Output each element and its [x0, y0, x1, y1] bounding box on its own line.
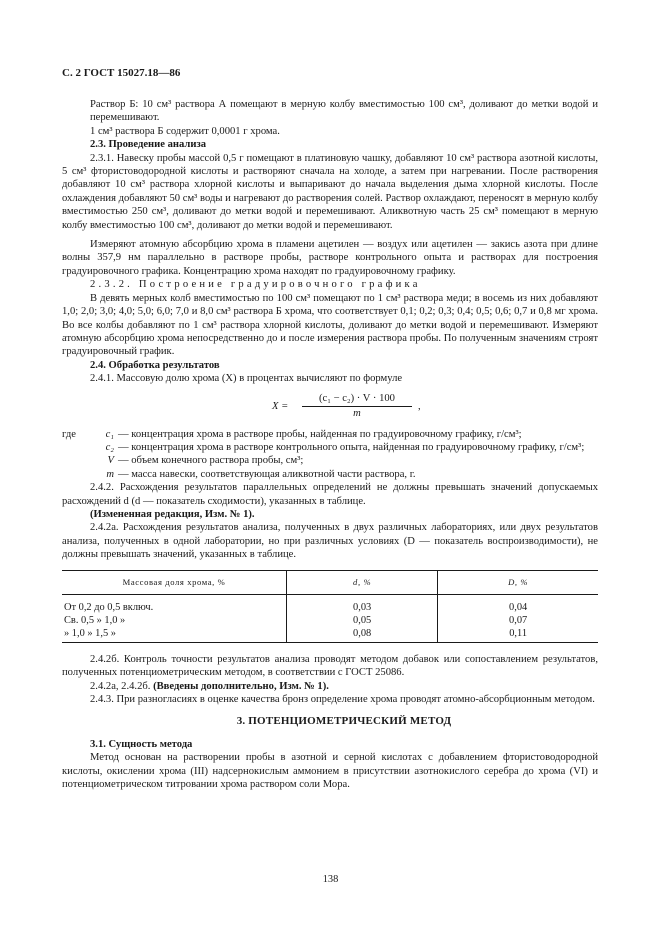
table-cell: 0,08	[287, 627, 438, 643]
paragraph: Измеряют атомную абсорбцию хрома в пламени ацетилен — воздух или ацетилен — закись азота при длине волны 357,9 нм параллельно в растворе пробы, растворе контрольного опыта и растворах для построения градуировочного графика. Концентрацию хрома находят по градуировочному графику.	[62, 239, 598, 277]
column-header: Массовая доля хрома, %	[62, 570, 287, 594]
formula-denominator: m	[353, 407, 361, 419]
definition-row	[62, 428, 598, 441]
table-cell: 0,11	[438, 627, 598, 643]
table-cell: 0,05	[287, 614, 438, 627]
definition-prefix	[62, 441, 86, 454]
variable-definitions	[62, 428, 598, 482]
definition-row	[62, 441, 598, 454]
paragraph: 2.4.2а. Расхождения результатов анализа, полученных в двух различных лабораториях, или двух результатов анализа, полученных в одной лаборатории, но при различных условиях (D — показатель воспроизводимости), не должны превышать значений, указанных в таблице.	[62, 522, 598, 561]
page-header: С. 2 ГОСТ 15027.18—86	[62, 67, 181, 79]
table-cell: 0,03	[287, 595, 438, 615]
table-cell: Св. 0,5 » 1,0 »	[64, 615, 126, 626]
amendment-note	[90, 680, 598, 693]
definition-prefix	[62, 468, 86, 481]
definition-prefix: где	[62, 428, 76, 440]
section-title: 3. ПОТЕНЦИОМЕТРИЧЕСКИЙ МЕТОД	[236, 714, 452, 727]
paragraph: 2.4.2б. Контроль точности результатов анализа проводят методом добавок или сопоставлением результатов, полученных потенциометрическим методом, в соответствии с ГОСТ 25086.	[62, 654, 598, 679]
formula	[90, 392, 598, 422]
table-cell: 0,07	[438, 614, 598, 627]
paragraph: Раствор Б: 10 см³ раствора А помещают в мерную колбу вместимостью 100 см³, доливают до метки водой и перемешивают.	[90, 99, 598, 124]
section-heading: 3.1. Сущность метода	[90, 739, 193, 751]
page-number: 138	[322, 874, 339, 885]
paragraph: 2.3.1. Навеску пробы массой 0,5 г помещают в платиновую чашку, добавляют 10 см³ раствора азотной кислоты, 5 см³ фтористоводородной кислоты и растворяют сначала на холоде, а затем при нагревании. После растворения добавляют 10 см³ раствора хлорной кислоты и выпаривают до начала выделения дыма хлорной кислоты. После охлаждения добавляют 50 см³ воды и нагревают до растворения солей. Раствор охлаждают, переносят в мерную колбу вместимостью 250 см³, доливают до метки водой и перемешивают. Аликвотную часть 25 см³ помещают в мерную колбу вместимостью 100 см³, доливают до метки водой и перемешивают.	[62, 152, 598, 231]
formula-numerator: (c₁ − c₂) · V · 100	[302, 392, 412, 407]
definition-text: — объем конечного раствора пробы, см³;	[118, 455, 304, 467]
definition-symbol: c₁	[105, 428, 114, 440]
amendment-text: (Введены дополнительно, Изм. № 1).	[153, 680, 329, 692]
paragraph: 2.4.3. При разногласиях в оценке качества бронз определение хрома проводят атомно-абсорбционным методом.	[90, 694, 595, 706]
column-header: D, %	[438, 570, 598, 594]
section-heading: 2.4. Обработка результатов	[90, 359, 220, 371]
definition-symbol: m	[106, 468, 114, 480]
table-cell: От 0,2 до 0,5 включ.	[64, 602, 154, 613]
tolerance-table	[62, 570, 598, 643]
table-row	[62, 614, 598, 627]
formula-fraction	[302, 392, 412, 421]
definition-symbol: c₂	[105, 441, 114, 453]
definition-text: — концентрация хрома в растворе контрольного опыта, найденная по градуировочному графику, г/см³;	[118, 441, 585, 453]
definition-row	[62, 454, 598, 467]
definition-symbol: V	[107, 455, 114, 467]
paragraph: 2.4.1. Массовую долю хрома (X) в процентах вычисляют по формуле	[90, 373, 403, 385]
definition-text: — масса навески, соответствующая аликвотной части раствора, г.	[118, 468, 416, 480]
amendment-note: (Измененная редакция, Изм. № 1).	[90, 508, 255, 520]
section-heading: 2.3.2. Построение градуировочного графика	[90, 279, 421, 291]
column-header: d, %	[287, 570, 438, 594]
table-cell: » 1,0 » 1,5 »	[62, 627, 287, 643]
table-header-row	[62, 570, 598, 594]
definition-text: — концентрация хрома в растворе пробы, найденная по градуировочному графику, г/см³;	[118, 428, 522, 440]
formula-lhs: X =	[272, 400, 289, 412]
paragraph: 1 см³ раствора Б содержит 0,0001 г хрома.	[90, 125, 280, 137]
paragraph: В девять мерных колб вместимостью по 100 см³ помещают по 1 см³ раствора меди; в восемь из них добавляют 1,0; 2,0; 3,0; 4,0; 5,0; 6,0; 7,0 и 8,0 см³ раствора Б хрома, что соответствует 0,1; 0,2; 0,3; 0,4; 0,5; 0,6; 0,7 и 0,8 мг хрома. Во все колбы добавляют по 1 см³ раствора хлорной кислоты, доливают до метки водой и перемешивают. Измеряют атомную абсорбцию хрома непосредственно до и после измерения раствора пробы. По полученным значениям строят градуировочный график.	[62, 292, 598, 358]
definition-prefix	[62, 454, 86, 467]
document-body	[62, 98, 598, 792]
paragraph: Метод основан на растворении пробы в азотной и серной кислотах с добавлением фтористоводородной кислоты, окислении хрома (III) надсернокислым аммонием в присутствии азотнокислого серебра до хрома (VI) и потенциометрическом титровании хрома раствором соли Мора.	[62, 752, 598, 791]
amendment-prefix: 2.4.2а, 2.4.2б.	[90, 680, 151, 692]
section-heading: 2.3. Проведение анализа	[90, 139, 206, 151]
table-cell: 0,04	[438, 595, 598, 615]
paragraph: 2.4.2. Расхождения результатов параллельных определений не должны превышать значений допускаемых расхождений d (d — показатель сходимости), указанных в таблице.	[62, 482, 598, 507]
table-row	[62, 627, 598, 643]
definition-row	[62, 468, 598, 481]
formula-tail: ,	[418, 400, 421, 412]
table-row	[62, 595, 598, 615]
